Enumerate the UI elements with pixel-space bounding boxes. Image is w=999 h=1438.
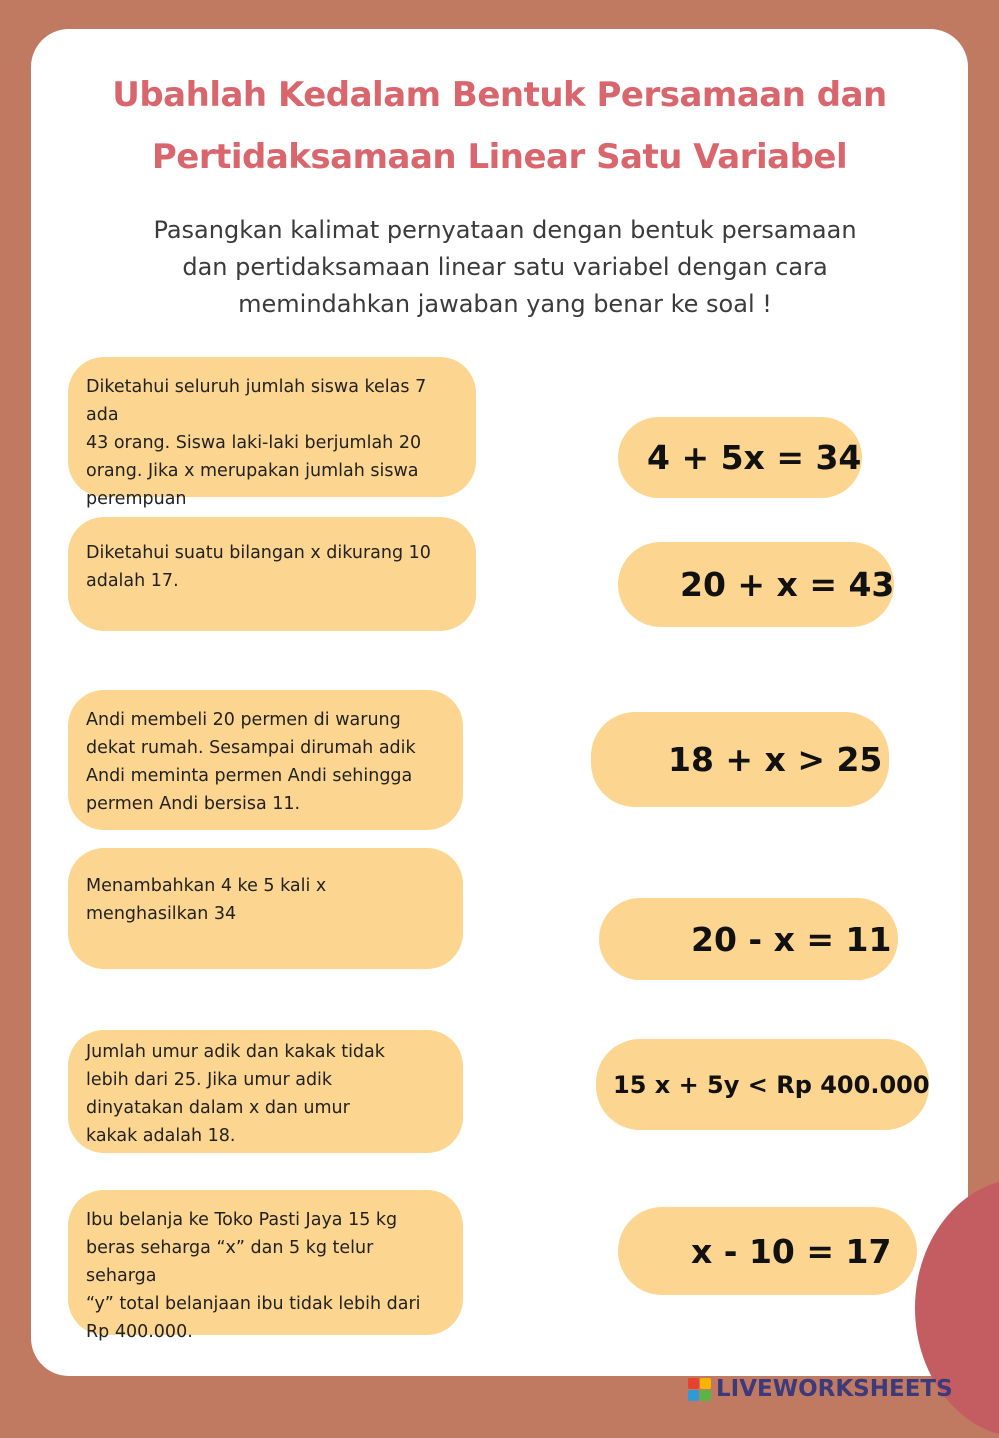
statement-line: adalah 17. [86,571,179,591]
statement-line: lebih dari 25. Jika umur adik [86,1070,333,1090]
statement-line: beras seharga “x” dan 5 kg telur seharga [86,1238,374,1286]
statement-line: dekat rumah. Sesampai dirumah adik [86,738,416,758]
statement-line: permen Andi bersisa 11. [86,794,301,814]
instruction-line-2: dan pertidaksamaan linear satu variabel dengan cara [182,253,828,281]
statement-box-3[interactable] [68,690,463,830]
statement-line: Diketahui suatu bilangan x dikurang 10 [86,543,431,563]
answer-equation: 20 + x = 43 [680,565,895,604]
answer-equation: 15 x + 5y < Rp 400.000 [613,1070,930,1099]
statement-box-4[interactable] [68,848,463,969]
statement-line: Jumlah umur adik dan kakak tidak [86,1042,385,1062]
statement-line: kakak adalah 18. [86,1126,236,1146]
statement-line: dinyatakan dalam x dan umur [86,1098,350,1118]
answer-equation: x - 10 = 17 [691,1231,892,1271]
title-line-2: Pertidaksamaan Linear Satu Variabel [151,137,848,177]
statement-line: Andi meminta permen Andi sehingga [86,766,413,786]
statement-box-6[interactable] [68,1190,463,1342]
logo-square-e [700,1390,711,1401]
statement-line: 43 orang. Siswa laki-laki berjumlah 20 [86,433,422,453]
statement-line: Menambahkan 4 ke 5 kali x [86,876,327,896]
answer-option-3[interactable] [591,712,889,807]
answer-option-1[interactable] [618,417,862,498]
statement-box-5[interactable] [68,1030,463,1153]
statement-line: “y” total belanjaan ibu tidak lebih dari [86,1294,421,1314]
logo-square-v [688,1390,699,1401]
answer-equation: 4 + 5x = 34 [647,438,862,477]
answer-equation: 20 - x = 11 [691,919,892,959]
answer-option-5[interactable] [596,1039,929,1130]
liveworksheets-logo-icon [688,1378,711,1401]
statement-line: perempuan [86,489,187,509]
logo-square-i [700,1378,711,1389]
statement-box-1[interactable] [68,357,476,509]
statement-box-2[interactable] [68,517,476,631]
instruction-line-3: memindahkan jawaban yang benar ke soal ! [238,290,772,318]
answer-option-4[interactable] [599,898,898,980]
worksheet-title [31,64,968,188]
statement-line: menghasilkan 34 [86,904,237,924]
statement-line: Ibu belanja ke Toko Pasti Jaya 15 kg [86,1210,398,1230]
logo-square-l [688,1378,699,1389]
statement-line: Rp 400.000. [86,1322,193,1342]
instruction-text [120,212,890,323]
statement-line: Diketahui seluruh jumlah siswa kelas 7 ada [86,377,427,425]
statement-line: orang. Jika x merupakan jumlah siswa [86,461,419,481]
title-line-1: Ubahlah Kedalam Bentuk Persamaan dan [112,75,887,115]
answer-option-6[interactable] [618,1207,917,1295]
answer-option-2[interactable] [618,542,894,627]
statement-line: Andi membeli 20 permen di warung [86,710,401,730]
liveworksheets-logo[interactable] [688,1372,953,1406]
instruction-line-1: Pasangkan kalimat pernyataan dengan bentuk persamaan [153,216,857,244]
answer-equation: 18 + x > 25 [668,740,883,779]
liveworksheets-logo-text: LIVEWORKSHEETS [716,1376,953,1402]
